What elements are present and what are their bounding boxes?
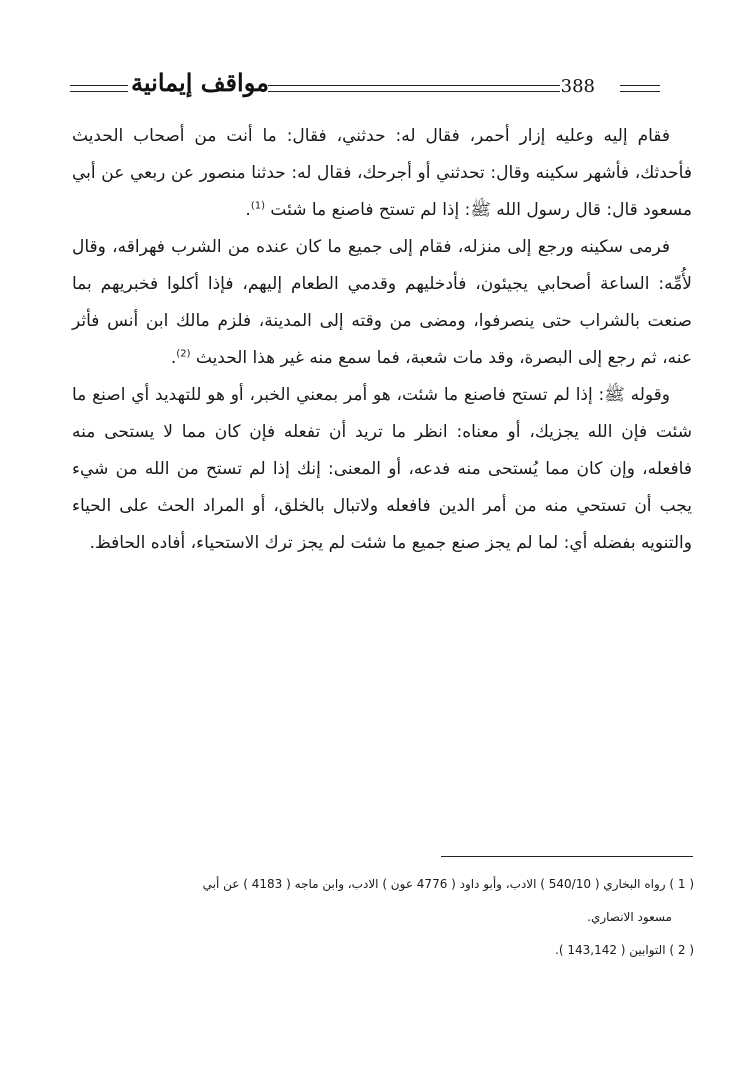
paragraph-1: فقام إليه وعليه إزار أحمر، فقال له: حدثني، فقال: ما أنت من أصحاب الحديث فأحدثك، فأشهر سكينه وقال: تحدثني أو أجرحك، فقال له: حدثنا منصور عن ربعي عن أبي مسعود قال: قال رسول الله ﷺ: إذا لم تستح فاصنع ما شئت $^{(1)}$.: [72, 126, 692, 220]
page-header: [60, 62, 695, 112]
footnote-1: ( 1 ) رواه البخاري ( 540/10 ) الادب، وأبو داود ( 4776 عون ) الادب، وابن ماجه ( 4183 ) عن أبي: [202, 877, 694, 891]
page-number: 388: [560, 76, 595, 97]
paragraph-3-text: وقوله ﷺ: إذا لم تستح فاصنع ما شئت، هو أمر بمعني الخبر، أو هو للتهديد أي اصنع ما شئت فإن الله يجزيك، أو معناه: انظر ما تريد أن تفعله فإن كان مما لا يستحى منه فافعله، وإن كان مما يُستحى منه فدعه، أو المعنى: إنك إذا لم تستح من الله من شيء يجب أن تستحي منه من أمر الدين فافعله ولاتبال بالخلق، أو المراد الحث على الحياء والتنويه بفضله أي: لما لم يجز صنع جميع ما شئت لم يجز ترك الاستحياء، أفاده الحافظ.: [72, 385, 692, 553]
footnote-1-continued: مسعود الانصاري.: [587, 910, 672, 924]
body-text: [72, 118, 692, 562]
footnote-ref-1[interactable]: (1): [250, 200, 265, 212]
book-title: مواقف إيمانية: [131, 68, 269, 97]
footnote-separator: [441, 856, 693, 857]
footnotes: [72, 868, 694, 967]
header-rule-left: [70, 85, 128, 92]
header-rule-right: [620, 85, 660, 92]
paragraph-3: [72, 377, 692, 562]
paragraph-2-text: فرمى سكينه ورجع إلى منزله، فقام إلى جميع ما كان عنده من الشرب فهراقه، وقال لأُمِّه: الساعة أصحابي يجيئون، فأدخليهم وقدمي الطعام إليهم، فإذا أكلوا فخبريهم بما صنعت بالشراب حتى ينصرفوا، ومضى من وقته إلى المدينة، فلزم مالك ابن أنس فأثر عنه، ثم رجع إلى البصرة، وقد مات شعبة، فما سمع منه غير هذا الحديث: [72, 237, 692, 368]
footnote-ref-2[interactable]: (2): [176, 348, 191, 360]
paragraph-2: فرمى سكينه ورجع إلى منزله، فقام إلى جميع ما كان عنده من الشرب فهراقه، وقال لأُمِّه: الساعة أصحابي يجيئون، فأدخليهم وقدمي الطعام إليهم، فإذا أكلوا فخبريهم بما صنعت بالشراب حتى ينصرفوا، ومضى من وقته إلى المدينة، فلزم مالك ابن أنس فأثر عنه، ثم رجع إلى البصرة، وقد مات شعبة، فما سمع منه غير هذا الحديث $^{(2)}$.: [72, 237, 692, 368]
footnote-2: ( 2 ) التوابين ( 143,142 ).: [555, 943, 694, 957]
paragraph-1-text: فقام إليه وعليه إزار أحمر، فقال له: حدثني، فقال: ما أنت من أصحاب الحديث فأحدثك، فأشهر سكينه وقال: تحدثني أو أجرحك، فقال له: حدثنا منصور عن ربعي عن أبي مسعود قال: قال رسول الله ﷺ: إذا لم تستح فاصنع ما شئت: [72, 126, 692, 220]
header-rule-middle: [268, 85, 560, 92]
